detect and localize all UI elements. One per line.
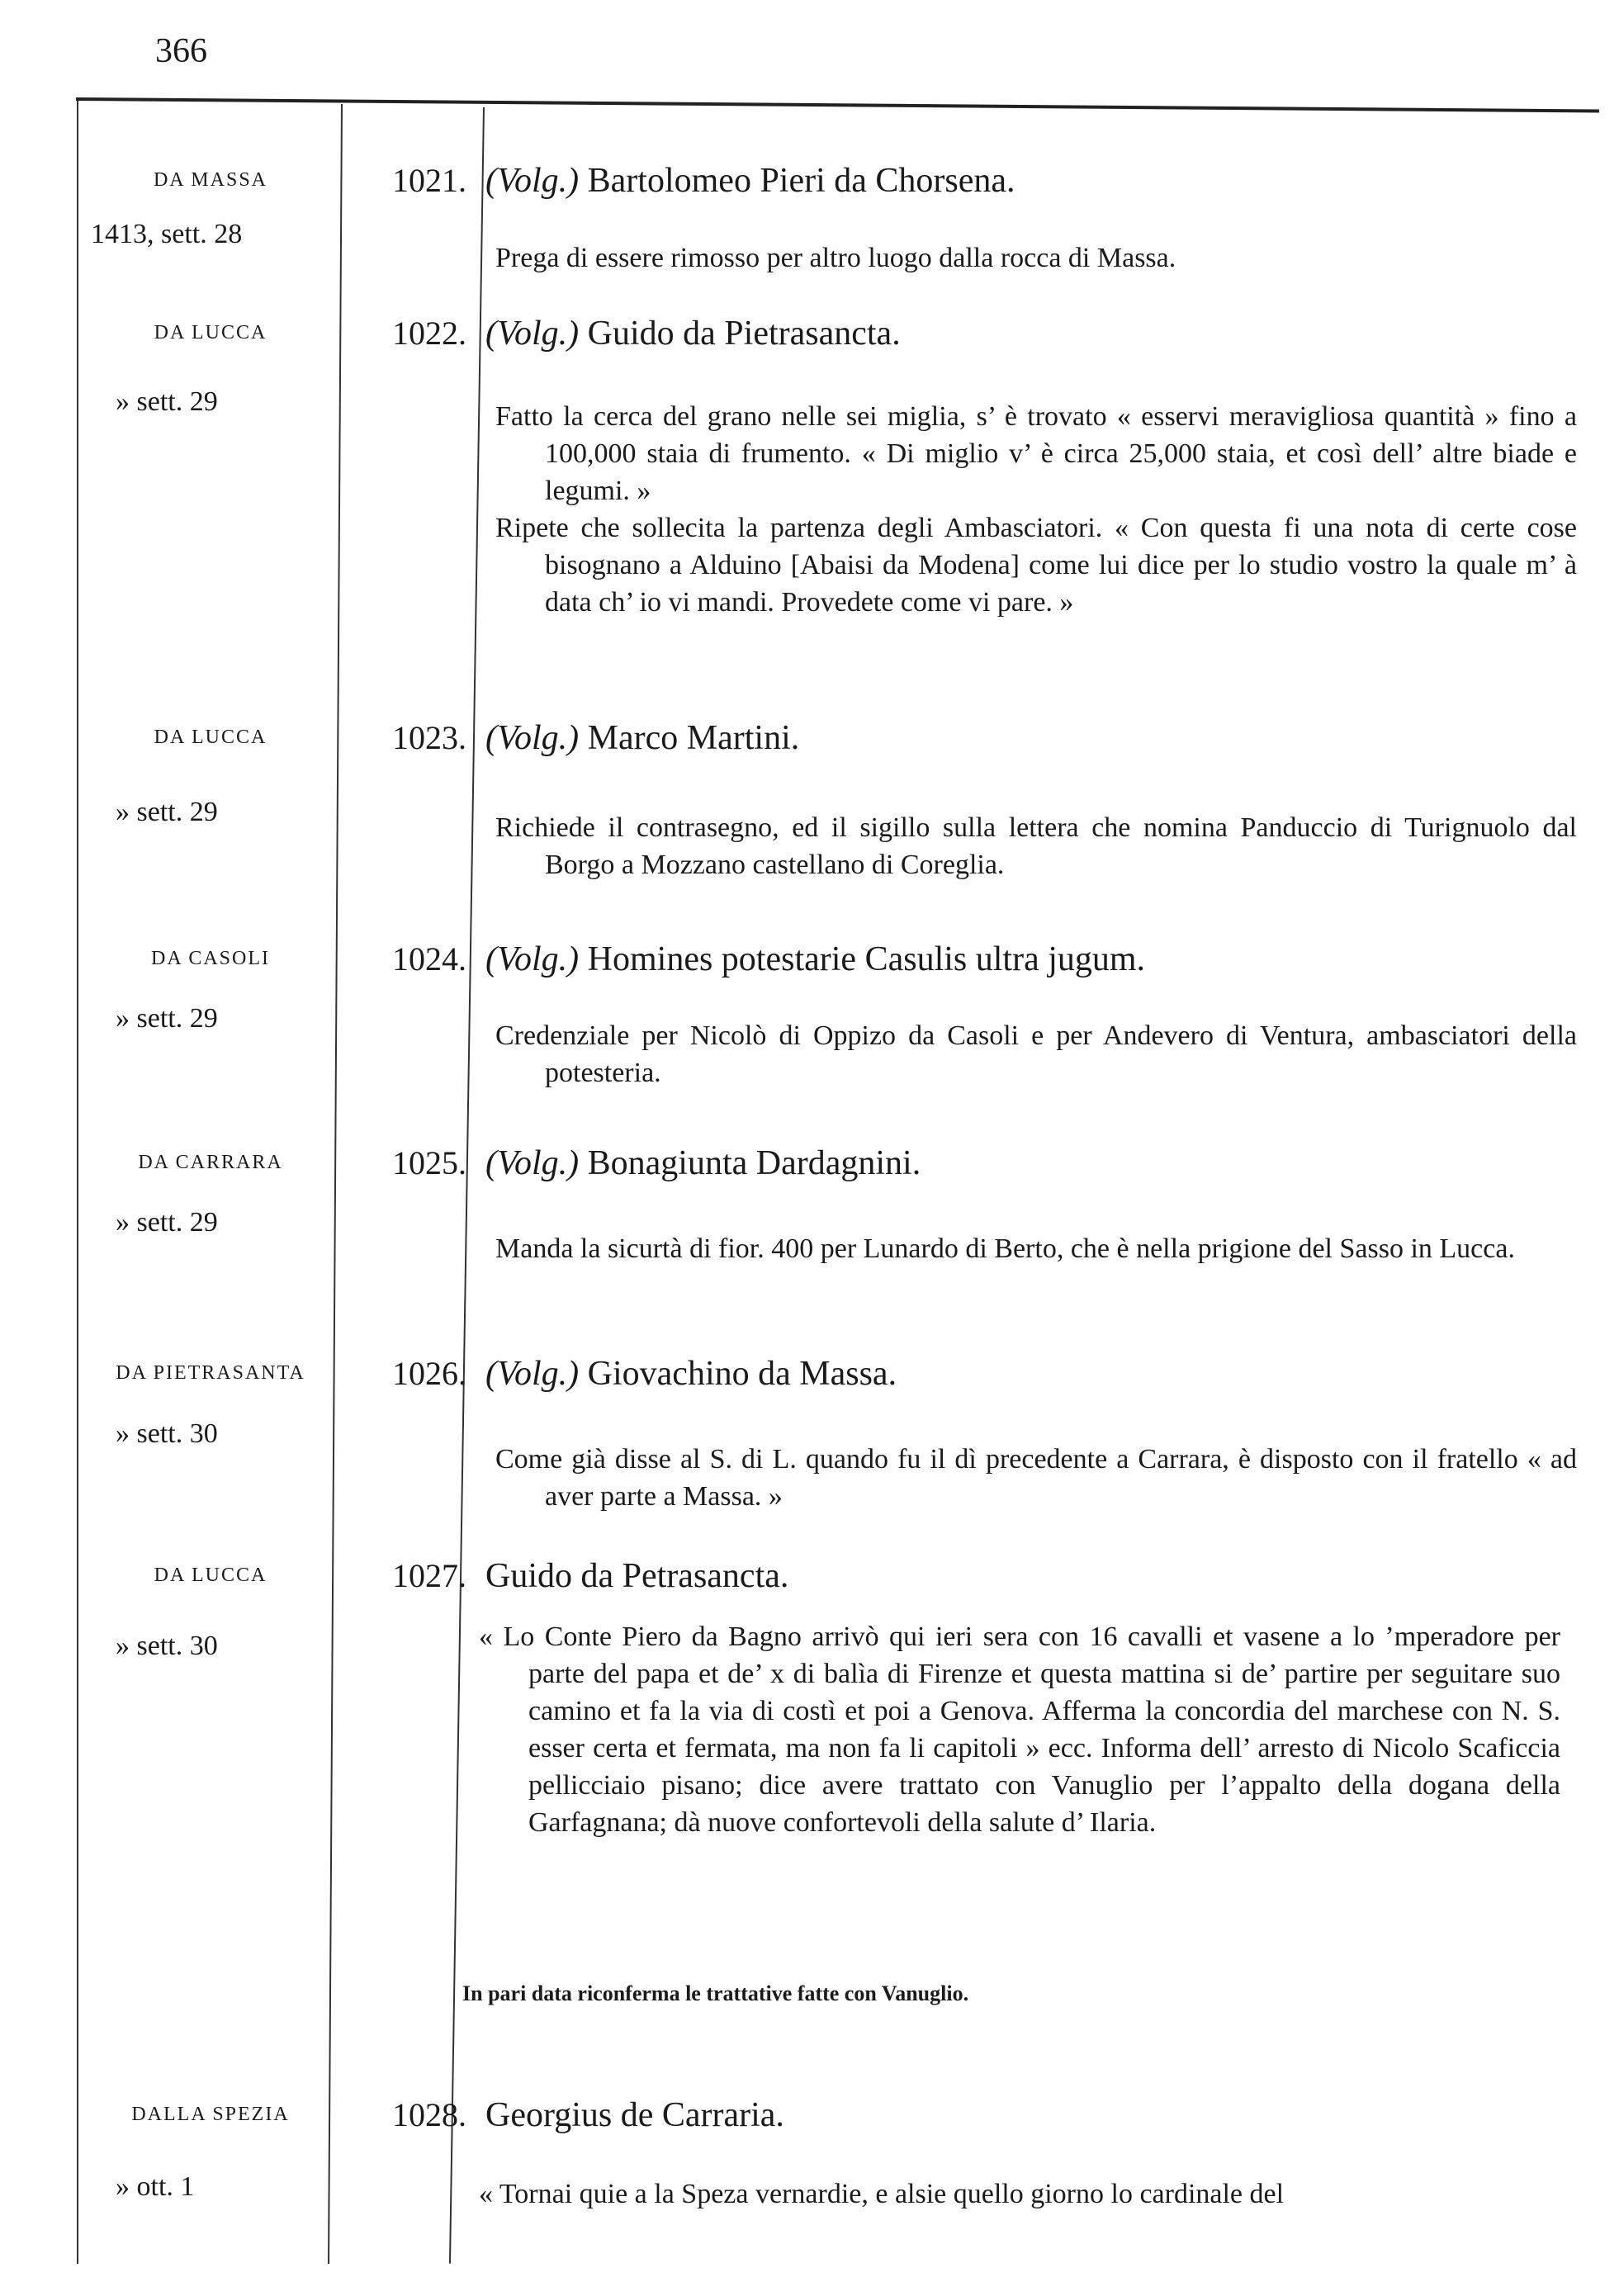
column-divider-number — [449, 107, 485, 2264]
entry-heading — [485, 940, 1145, 979]
column-divider-date — [328, 104, 343, 2264]
place-label: DA LUCCA — [154, 727, 267, 748]
date-label: » sett. 30 — [116, 1418, 218, 1449]
entry-number: 1021. — [392, 162, 466, 199]
date-label: » sett. 29 — [116, 797, 218, 827]
summary-paragraph: Richiede il contrasegno, ed il sigillo sulla lettera che nomina Panduccio di Turignuolo dal Borgo a Mozzano castellano di Coreglia. — [495, 812, 1577, 880]
volgare-tag: (Volg.) — [485, 162, 580, 200]
summary-paragraph: « Lo Conte Piero da Bagno arrivò qui ieri sera con 16 cavalli et vasene a lo ’mperadore per parte del papa et de’ x di balìa di Firenze et questa mattina si de’ partire per seguitare suo camino et fa la via di costì et poi a Genova. Afferma la concordia del marchese con N. S. esser certa et fermata, ma non fa li capitoli » ecc. Informa dell’ arresto di Nicolo Scaficcia pellicciaio pisano; dice avere trattato con Vanuglio per l’appalto della dogana della Garfagnana; dà nuove confortevoli della salute d’ Ilaria. — [479, 1621, 1560, 1838]
place-label: DA PIETRASANTA — [116, 1362, 305, 1384]
summary-paragraph: Ripete che sollecita la partenza degli Ambasciatori. « Con questa fi una nota di certe cose bisognano a Alduino [Abaisi da Modena] come lui dice per lo studio vostro la quale m’ à data ch’ io vi mandi. Provedete come vi pare. » — [495, 513, 1577, 618]
summary-paragraph: Credenziale per Nicolò di Oppizo da Casoli e per Andevero di Ventura, ambasciatori della potesteria. — [495, 1020, 1577, 1088]
entry-heading — [485, 161, 1015, 201]
entry-summary — [495, 1441, 1577, 1515]
date-label: » sett. 29 — [116, 1207, 218, 1238]
entry-number: 1026. — [392, 1355, 466, 1392]
entry-summary — [495, 239, 1577, 277]
sender-name: Georgius de Carraria. — [485, 2096, 784, 2134]
entry-note: In pari data riconferma le trattative fatte con Vanuglio. — [462, 1981, 969, 2005]
entry-summary — [495, 1017, 1577, 1091]
entry-heading — [485, 314, 901, 353]
date-label: 1413, sett. 28 — [91, 219, 243, 249]
entry-number: 1023. — [392, 719, 466, 756]
place-label: DA MASSA — [153, 169, 268, 191]
sender-name: Giovachino da Massa. — [587, 1355, 897, 1393]
volgare-tag: (Volg.) — [485, 1355, 580, 1393]
summary-paragraph: Come già disse al S. di L. quando fu il dì precedente a Carrara, è disposto con il fratello « ad aver parte a Massa. » — [495, 1444, 1577, 1512]
entry-heading — [485, 2095, 784, 2135]
top-rule — [76, 97, 1599, 112]
place-label: DA CARRARA — [138, 1152, 283, 1173]
volgare-tag: (Volg.) — [485, 315, 580, 353]
date-label: » sett. 30 — [116, 1631, 218, 1661]
page-number: 366 — [155, 32, 207, 70]
entry-number: 1027. — [392, 1557, 466, 1594]
entry-summary — [495, 398, 1577, 621]
sender-name: Homines potestarie Casulis ultra jugum. — [587, 940, 1146, 978]
entry-number: 1024. — [392, 940, 466, 978]
summary-paragraph: Prega di essere rimosso per altro luogo dalla rocca di Massa. — [495, 243, 1176, 273]
sender-name: Marco Martini. — [587, 719, 800, 757]
left-border — [77, 101, 78, 2264]
place-label: DA CASOLI — [150, 948, 270, 969]
entry-heading — [485, 1143, 921, 1183]
entry-summary — [479, 1618, 1560, 1841]
entry-summary — [495, 809, 1577, 883]
entry-number: 1028. — [392, 2096, 466, 2133]
summary-paragraph: Manda la sicurtà di fior. 400 per Lunardo di Berto, che è nella prigione del Sasso in Lucca. — [495, 1233, 1515, 1264]
place-label: DALLA SPEZIA — [131, 2104, 290, 2125]
volgare-tag: (Volg.) — [485, 719, 580, 757]
entry-summary — [479, 2175, 1560, 2213]
entry-number: 1025. — [392, 1144, 466, 1181]
entry-heading — [485, 1354, 897, 1394]
date-label: » sett. 29 — [116, 386, 218, 417]
sender-name: Bartolomeo Pieri da Chorsena. — [587, 162, 1015, 200]
summary-paragraph: Fatto la cerca del grano nelle sei miglia, s’ è trovato « esservi meravigliosa quantità » fino a 100,000 staia di frumento. « Di miglio v’ è circa 25,000 staia, et così dell’ altre biade e legumi. » — [495, 401, 1577, 506]
volgare-tag: (Volg.) — [485, 940, 580, 978]
volgare-tag: (Volg.) — [485, 1144, 580, 1182]
entry-heading — [485, 718, 799, 758]
place-label: DA LUCCA — [154, 1565, 267, 1586]
entry-heading — [485, 1556, 788, 1596]
sender-name: Guido da Petrasancta. — [485, 1557, 789, 1595]
entry-number: 1022. — [392, 315, 466, 352]
summary-paragraph: « Tornai quie a la Speza vernardie, e alsie quello giorno lo cardinale del — [479, 2179, 1285, 2209]
date-label: » sett. 29 — [116, 1003, 218, 1034]
date-label: » ott. 1 — [116, 2171, 195, 2202]
sender-name: Guido da Pietrasancta. — [587, 315, 901, 353]
sender-name: Bonagiunta Dardagnini. — [587, 1144, 921, 1182]
entry-summary — [495, 1230, 1577, 1267]
place-label: DA LUCCA — [154, 322, 267, 343]
